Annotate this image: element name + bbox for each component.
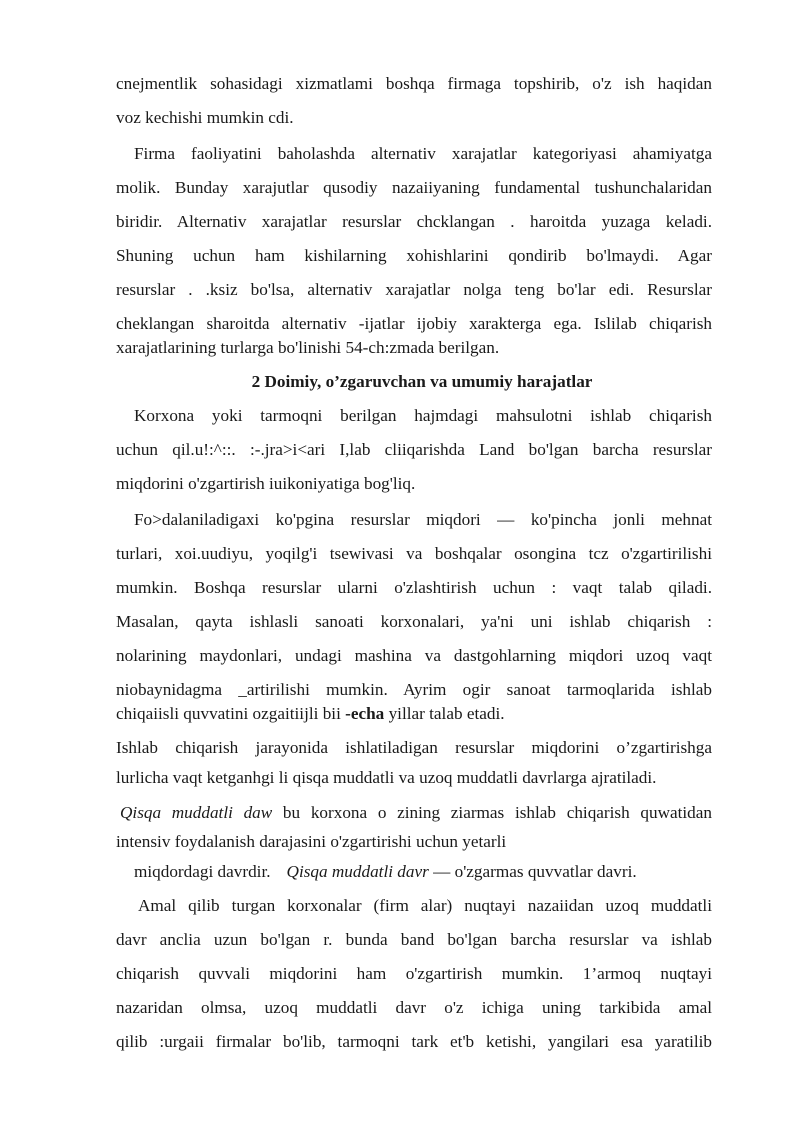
text-line: Shuning uchun ham kishilarning xohishlarini qondirib bo'lmaydi. Agar bbox=[116, 246, 712, 265]
text-line: nolarining maydonlari, undagi mashina va dastgohlarning miqdori uzoq vaqt bbox=[116, 646, 712, 665]
text-line: lurlicha vaqt ketganhgi li qisqa muddatli va uzoq muddatli davrlarga ajratiladi. bbox=[116, 768, 657, 787]
text-line: cheklangan sharoitda alternativ -ijatlar ijobiy xarakterga ega. Islilab chiqarish bbox=[116, 314, 712, 333]
text-line: Korxona yoki tarmoqni berilgan hajmdagi mahsulotni ishlab chiqarish bbox=[134, 406, 712, 425]
text-line: xarajatlarining turlarga bo'linishi 54-ch:zmada berilgan. bbox=[116, 338, 500, 357]
text-line: niobaynidagma _artirilishi mumkin. Ayrim ogir sanoat tarmoqlarida ishlab bbox=[116, 680, 712, 699]
text-line: Ishlab chiqarish jarayonida ishlatiladigan resurslar miqdorini o’zgartirishga bbox=[116, 738, 712, 757]
text-line: voz kechishi mumkin cdi. bbox=[116, 108, 294, 127]
text-line: Masalan, qayta ishlasli sanoati korxonalari, ya'ni uni ishlab chiqarish : bbox=[116, 612, 712, 631]
section-heading: 2 Doimiy, o’zgaruvchan va umumiy harajatlar bbox=[251, 372, 593, 391]
text-line: turlari, xoi.uudiyu, yoqilg'i tsewivasi va boshqalar osongina tcz o'zgartirilishi bbox=[116, 544, 712, 563]
text-line: nazaridan olmsa, uzoq muddatli davr o'z ichiga uning tarkibida amal bbox=[116, 998, 712, 1017]
italic-run: Qisqa muddatli daw bbox=[120, 803, 273, 822]
text-line: miqdorini o'zgartirish iuikoniyatiga bog'liq. bbox=[116, 474, 416, 493]
text-line: cnejmentlik sohasidagi xizmatlami boshqa firmaga topshirib, o'z ish haqidan bbox=[116, 74, 712, 93]
bold-run: -echa bbox=[345, 704, 385, 723]
text-line: davr anclia uzun bo'lgan r. bunda band bo'lgan barcha resurslar va ishlab bbox=[116, 930, 712, 949]
text-line: qilib :urgaii firmalar bo'lib, tarmoqni tark et'b ketishi, yangilari esa yaratilib bbox=[116, 1032, 712, 1051]
text-run: yillar talab etadi. bbox=[384, 704, 505, 723]
text-line: uchun qil.u!:^::. :-.jra>i<ari I,lab cliiqarishda Land bo'lgan barcha resurslar bbox=[116, 440, 712, 459]
text-run: — o'zgarmas quvvatlar davri. bbox=[428, 862, 637, 881]
text-run: bu korxona o zining ziarmas ishlab chiqarish quwatidan bbox=[272, 803, 712, 822]
text-line: biridir. Alternativ xarajatlar resurslar chcklangan . haroitda yuzaga keladi. bbox=[116, 212, 712, 231]
text-line: molik. Bunday xarajutlar qusodiy nazaiiyaning fundamental tushunchalaridan bbox=[116, 178, 712, 197]
text-line: mumkin. Boshqa resurslar ularni o'zlashtirish uchun : vaqt talab qiladi. bbox=[116, 578, 712, 597]
text-line: resurslar . .ksiz bo'lsa, alternativ xarajatlar nolga teng bo'lar edi. Resurslar bbox=[116, 280, 712, 299]
text-line: Amal qilib turgan korxonalar (firm alar) nuqtayi nazaiidan uzoq muddatli bbox=[138, 896, 712, 915]
text-run: miqdordagi davrdir. bbox=[134, 862, 271, 881]
text-line: intensiv foydalanish darajasini o'zgartirishi uchun yetarli bbox=[116, 832, 507, 851]
text-line: Firma faoliyatini baholashda alternativ xarajatlar kategoriyasi ahamiyatga bbox=[134, 144, 712, 163]
text-run: chiqaiisli quvvatini ozgaitiijli bii bbox=[116, 704, 346, 723]
text-line: Fo>dalaniladigaxi ko'pgina resurslar miqdori — ko'pincha jonli mehnat bbox=[134, 510, 712, 529]
text-line bbox=[116, 702, 712, 726]
text-line bbox=[120, 801, 712, 825]
italic-run: Qisqa muddatli davr bbox=[286, 862, 429, 881]
text-line bbox=[134, 860, 712, 884]
text-line: chiqarish quvvali miqdorini ham o'zgartirish mumkin. 1’armoq nuqtayi bbox=[116, 964, 712, 983]
